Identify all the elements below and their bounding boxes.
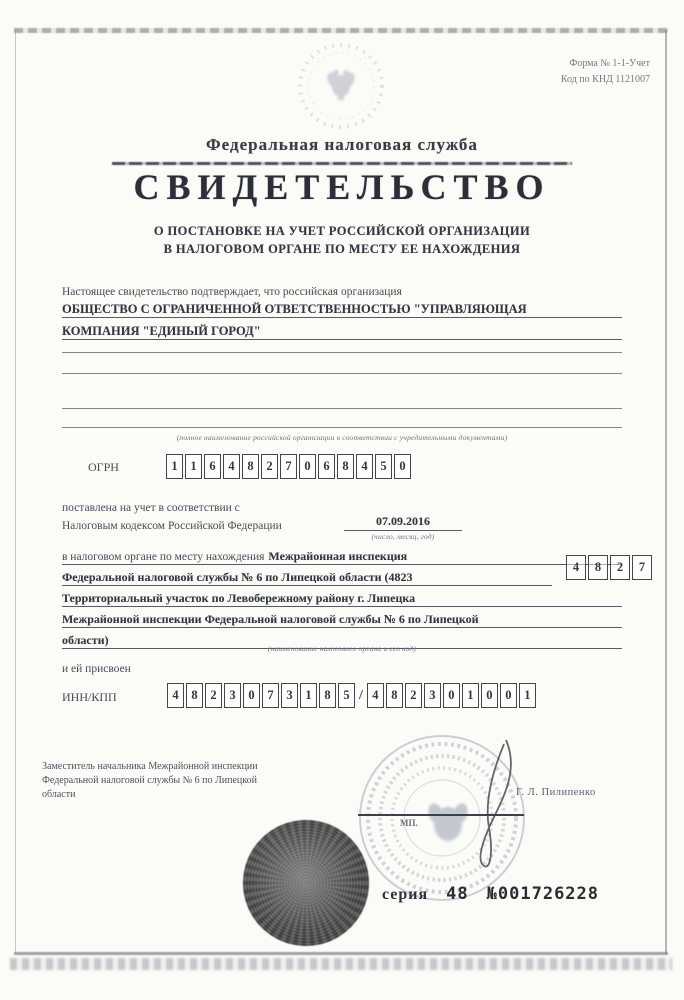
org-name-line2: КОМПАНИЯ "ЕДИНЫЙ ГОРОД" xyxy=(62,324,261,338)
official-line2: Федеральной налоговой службы № 6 по Липецкой xyxy=(42,775,257,786)
series-number-row xyxy=(382,884,599,904)
blank-rule xyxy=(62,352,622,353)
knd-code: Код по КНД 1121007 xyxy=(560,74,650,85)
inn-kpp-row xyxy=(167,683,536,708)
tax-office-round-stamp xyxy=(356,732,528,904)
official-line3: области xyxy=(42,789,76,800)
authority-line1: Межрайонная инспекция xyxy=(268,549,408,563)
digit-cell: 3 xyxy=(281,683,298,708)
digit-cell: 2 xyxy=(205,683,222,708)
digit-cell: 6 xyxy=(318,454,335,479)
signer-name: Г. Л. Пилипенко xyxy=(516,787,596,798)
digit-cell: 4 xyxy=(356,454,373,479)
digit-cell: 2 xyxy=(610,555,630,580)
digit-cell: 1 xyxy=(166,454,183,479)
signature-line xyxy=(358,814,524,816)
digit-cell: 7 xyxy=(262,683,279,708)
digit-cell: 4 xyxy=(223,454,240,479)
digit-cell: 8 xyxy=(242,454,259,479)
authority-label: в налоговом органе по месту нахождения xyxy=(62,551,265,563)
digit-cell: 8 xyxy=(319,683,336,708)
digit-cell: 5 xyxy=(338,683,355,708)
digit-cell: 2 xyxy=(261,454,278,479)
authority-line2: Федеральной налоговой службы № 6 по Липецкой области (4823 xyxy=(62,570,413,584)
form-number: Форма № 1-1-Учет xyxy=(569,58,650,69)
page-border-top xyxy=(14,28,668,33)
digit-cell: 4 xyxy=(566,555,586,580)
page-border-bottom-fuzz xyxy=(10,958,672,970)
series-label: серия xyxy=(382,886,429,903)
digit-cell: 3 xyxy=(224,683,241,708)
registered-line: поставлена на учет в соответствии с xyxy=(62,502,240,514)
agency-name: Федеральная налоговая служба xyxy=(206,135,478,154)
document-title: СВИДЕТЕЛЬСТВО xyxy=(133,167,551,207)
org-name-line1: ОБЩЕСТВО С ОГРАНИЧЕННОЙ ОТВЕТСТВЕННОСТЬЮ "УПРАВЛЯЮЩАЯ xyxy=(62,302,527,316)
ogrn-digit-boxes xyxy=(166,454,411,479)
kpp-digit-boxes xyxy=(367,683,536,708)
digit-cell: 4 xyxy=(367,683,384,708)
digit-cell: 0 xyxy=(481,683,498,708)
digit-cell: 6 xyxy=(204,454,221,479)
digit-cell: 2 xyxy=(405,683,422,708)
inn-kpp-separator: / xyxy=(359,687,363,703)
mp-seal-mark: МП. xyxy=(400,818,418,828)
official-title-block xyxy=(42,760,322,802)
assigned-line: и ей присвоен xyxy=(62,663,131,675)
authority-line3: Территориальный участок по Левобережному району г. Липецка xyxy=(62,591,416,605)
date-caption: (число, месяц, год) xyxy=(371,532,435,541)
digit-cell: 1 xyxy=(185,454,202,479)
org-name-caption: (полное наименование российской организации в соответствии с учредительными документами) xyxy=(176,433,508,442)
digit-cell: 8 xyxy=(386,683,403,708)
digit-cell: 0 xyxy=(394,454,411,479)
document-subtitle-1: О ПОСТАНОВКЕ НА УЧЕТ РОССИЙСКОЙ ОРГАНИЗАЦИИ xyxy=(153,224,531,238)
digit-cell: 0 xyxy=(443,683,460,708)
authority-line5: области) xyxy=(62,633,109,647)
ogrn-label: ОГРН xyxy=(88,460,119,474)
blank-rule xyxy=(62,373,622,374)
series-value: 48 xyxy=(446,884,469,904)
digit-cell: 8 xyxy=(588,555,608,580)
digit-cell: 1 xyxy=(462,683,479,708)
digit-cell: 0 xyxy=(500,683,517,708)
authority-code-boxes xyxy=(566,555,652,580)
inn-digit-boxes xyxy=(167,683,355,708)
digit-cell: 8 xyxy=(186,683,203,708)
digit-cell: 0 xyxy=(243,683,260,708)
inn-kpp-label: ИНН/КПП xyxy=(62,690,117,704)
intro-text: Настоящее свидетельство подтверждает, что российская организация xyxy=(62,286,402,298)
tax-code-line: Налоговым кодексом Российской Федерации xyxy=(62,520,282,532)
blank-rule xyxy=(62,408,622,409)
digit-cell: 3 xyxy=(424,683,441,708)
page-border-bottom xyxy=(14,952,668,955)
registration-date: 07.09.2016 xyxy=(376,514,430,528)
digit-cell: 7 xyxy=(632,555,652,580)
agency-rule xyxy=(112,162,572,165)
digit-cell: 1 xyxy=(300,683,317,708)
blank-rule xyxy=(62,427,622,428)
coat-of-arms-stamp-icon xyxy=(297,42,385,130)
digit-cell: 7 xyxy=(280,454,297,479)
digit-cell: 8 xyxy=(337,454,354,479)
certificate-number: №001726228 xyxy=(486,884,600,904)
dark-guilloche-seal xyxy=(243,820,369,946)
digit-cell: 5 xyxy=(375,454,392,479)
digit-cell: 4 xyxy=(167,683,184,708)
authority-caption: (наименование налогового органа и его код) xyxy=(267,644,417,653)
authority-line4: Межрайонной инспекции Федеральной налоговой службы № 6 по Липецкой xyxy=(62,612,479,626)
official-line1: Заместитель начальника Межрайонной инспекции xyxy=(42,761,258,772)
form-meta xyxy=(561,56,650,88)
digit-cell: 1 xyxy=(519,683,536,708)
digit-cell: 0 xyxy=(299,454,316,479)
document-subtitle-2: В НАЛОГОВОМ ОРГАНЕ ПО МЕСТУ ЕЕ НАХОЖДЕНИЯ xyxy=(163,242,521,256)
